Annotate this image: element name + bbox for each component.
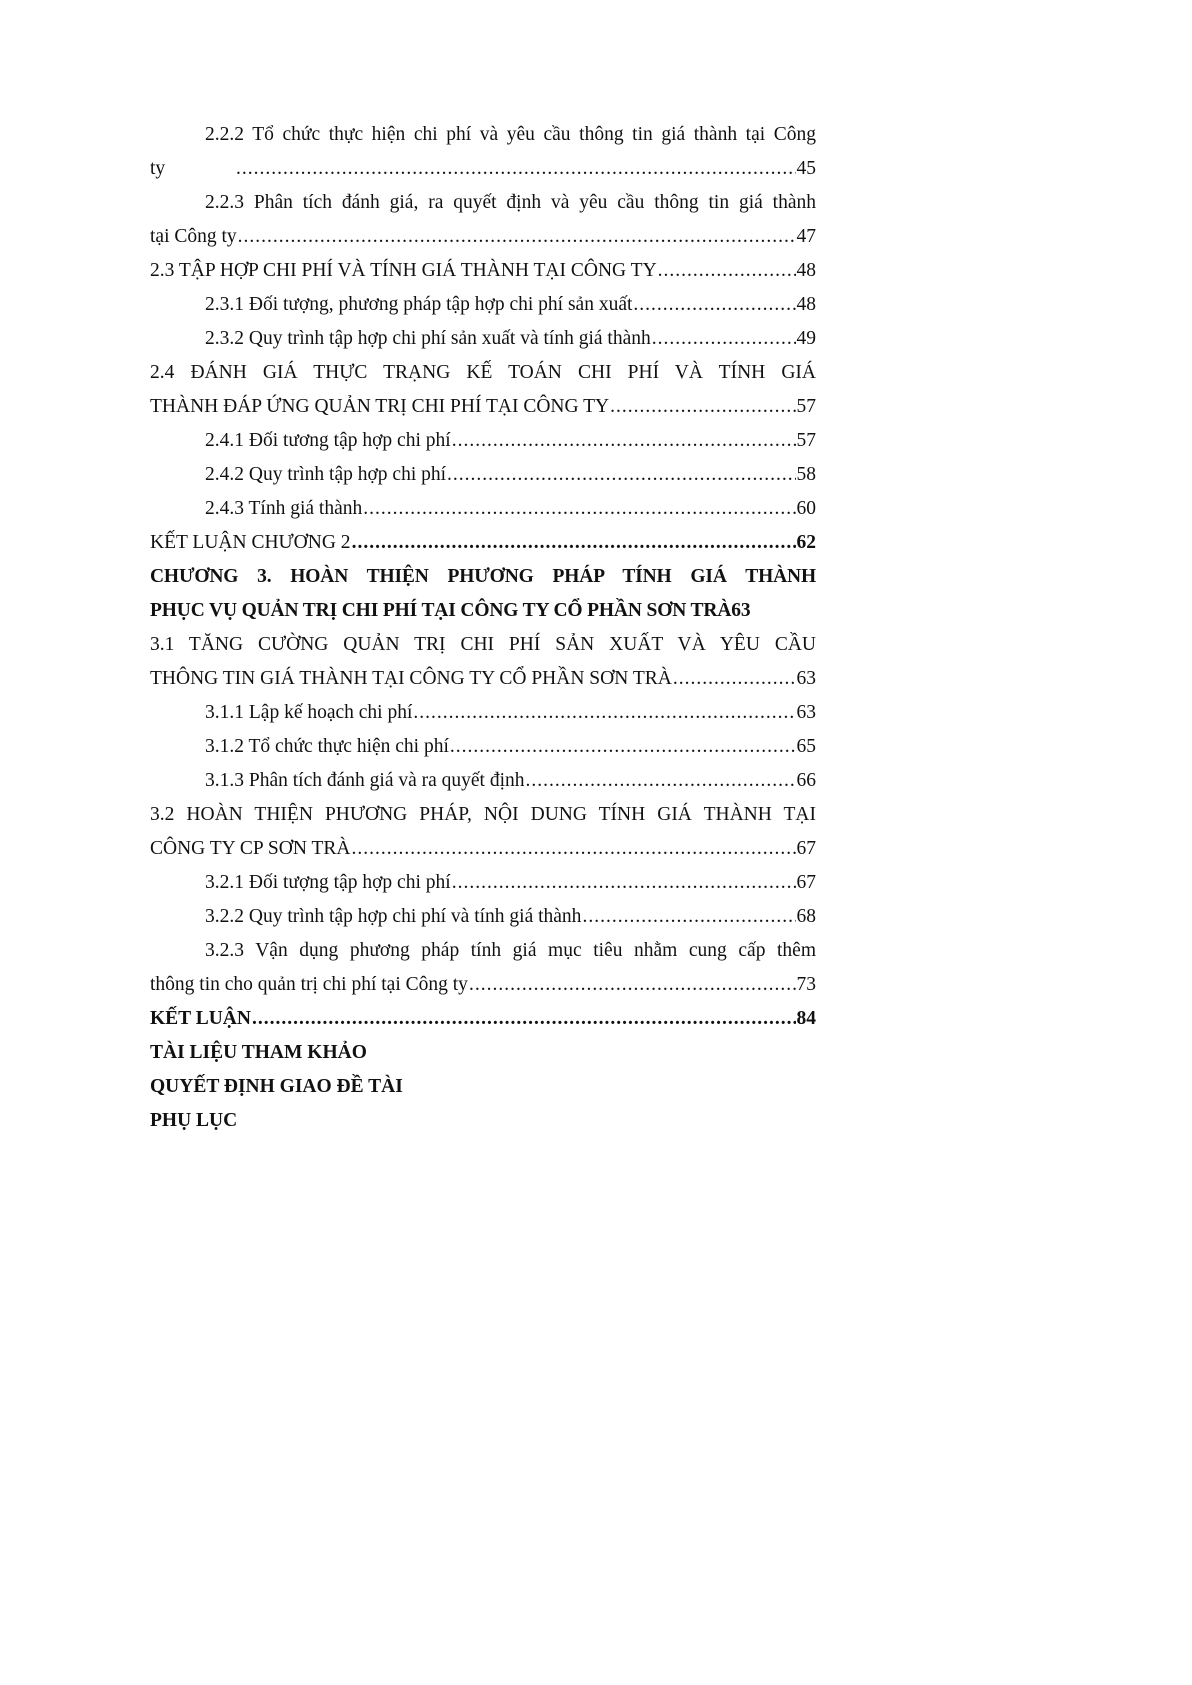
toc-entry-2-4-1[interactable] bbox=[150, 424, 816, 458]
toc-page-number: 62 bbox=[796, 532, 816, 553]
toc-entry-text: CHƯƠNG 3. HOÀN THIỆN PHƯƠNG PHÁP TÍNH GIÁ THÀNH bbox=[150, 566, 816, 587]
toc-entry-text-cont: tại Công ty bbox=[150, 226, 237, 247]
toc-entry-3-1-1[interactable] bbox=[150, 696, 816, 730]
toc-entry-text: 2.3 TẬP HỢP CHI PHÍ VÀ TÍNH GIÁ THÀNH TẠI CÔNG TY bbox=[150, 260, 657, 281]
toc-page-number: 58 bbox=[796, 464, 816, 485]
toc-entry-text: 2.4 ĐÁNH GIÁ THỰC TRẠNG KẾ TOÁN CHI PHÍ VÀ TÍNH GIÁ bbox=[150, 362, 816, 383]
dot-leader bbox=[413, 696, 795, 730]
dot-leader bbox=[658, 254, 796, 288]
toc-entry-text-cont: thông tin cho quản trị chi phí tại Công ty bbox=[150, 974, 468, 995]
toc-entry-text-cont: CÔNG TY CP SƠN TRÀ bbox=[150, 838, 351, 859]
toc-entry-text: 2.3.1 Đối tượng, phương pháp tập hợp chi phí sản xuất bbox=[205, 294, 633, 315]
dot-leader bbox=[452, 424, 796, 458]
toc-entry-text: 3.1.3 Phân tích đánh giá và ra quyết định bbox=[205, 770, 525, 791]
dot-leader bbox=[252, 1002, 796, 1036]
dot-leader bbox=[582, 900, 795, 934]
toc-entry-text: 2.4.3 Tính giá thành bbox=[205, 498, 363, 519]
toc-entry-ket-luan-chuong-2[interactable] bbox=[150, 526, 816, 560]
toc-entry-text: 2.4.1 Đối tương tập hợp chi phí bbox=[205, 430, 451, 451]
toc-entry-2-4[interactable] bbox=[150, 356, 816, 424]
toc-entry-text: 2.3.2 Quy trình tập hợp chi phí sản xuất và tính giá thành bbox=[205, 328, 651, 349]
toc-page-number: 73 bbox=[796, 974, 816, 995]
toc-entry-3-1-2[interactable] bbox=[150, 730, 816, 764]
dot-leader bbox=[633, 288, 795, 322]
toc-page-number: 47 bbox=[796, 226, 816, 247]
toc-page-number: 49 bbox=[796, 328, 816, 349]
dot-leader bbox=[469, 968, 796, 1002]
toc-page-number: 57 bbox=[796, 430, 816, 451]
dot-leader bbox=[452, 866, 796, 900]
toc-page-number: 45 bbox=[796, 158, 816, 179]
toc-entry-text: TÀI LIỆU THAM KHẢO bbox=[150, 1042, 367, 1063]
toc-page-number: 68 bbox=[796, 906, 816, 927]
toc-entry-text-cont: PHỤC VỤ QUẢN TRỊ CHI PHÍ TẠI CÔNG TY CỔ PHẦN SƠN TRÀ63 bbox=[150, 600, 751, 621]
toc-page-number: 63 bbox=[796, 702, 816, 723]
toc-page-number: 67 bbox=[796, 872, 816, 893]
toc-page-number: 48 bbox=[796, 260, 816, 281]
toc-entry-2-4-3[interactable] bbox=[150, 492, 816, 526]
toc-page-number: 65 bbox=[796, 736, 816, 757]
toc-entry-text: 3.2.2 Quy trình tập hợp chi phí và tính giá thành bbox=[205, 906, 582, 927]
toc-entry-text: PHỤ LỤC bbox=[150, 1110, 238, 1131]
dot-leader bbox=[447, 458, 795, 492]
toc-entry-quyet-dinh-giao-de-tai[interactable] bbox=[150, 1070, 816, 1104]
toc-entry-2-2-2[interactable] bbox=[150, 118, 816, 186]
toc-page-number: 57 bbox=[796, 396, 816, 417]
toc-entry-2-4-2[interactable] bbox=[150, 458, 816, 492]
toc-entry-text: 2.2.3 Phân tích đánh giá, ra quyết định và yêu cầu thông tin giá thành bbox=[205, 192, 816, 213]
toc-entry-text: 3.1.2 Tổ chức thực hiện chi phí bbox=[205, 736, 449, 757]
toc-entry-2-2-3[interactable] bbox=[150, 186, 816, 254]
dot-leader bbox=[351, 832, 795, 866]
toc-entry-2-3[interactable] bbox=[150, 254, 816, 288]
toc-entry-3-2-3[interactable] bbox=[150, 934, 816, 1002]
dot-leader bbox=[610, 390, 795, 424]
toc-entry-3-1[interactable] bbox=[150, 628, 816, 696]
dot-leader bbox=[673, 662, 796, 696]
toc-entry-3-2[interactable] bbox=[150, 798, 816, 866]
toc-entry-3-2-2[interactable] bbox=[150, 900, 816, 934]
toc-page-number: 63 bbox=[796, 668, 816, 689]
toc-entry-2-3-2[interactable] bbox=[150, 322, 816, 356]
toc-entry-text: 3.2 HOÀN THIỆN PHƯƠNG PHÁP, NỘI DUNG TÍNH GIÁ THÀNH TẠI bbox=[150, 804, 816, 825]
dot-leader bbox=[526, 764, 796, 798]
toc-entry-text: 2.4.2 Quy trình tập hợp chi phí bbox=[205, 464, 447, 485]
toc-entry-chuong-3[interactable] bbox=[150, 560, 816, 628]
toc-entry-phu-luc[interactable] bbox=[150, 1104, 816, 1138]
dot-leader bbox=[238, 220, 796, 254]
dot-leader bbox=[450, 730, 796, 764]
toc-entry-text: 3.2.1 Đối tượng tập hợp chi phí bbox=[205, 872, 451, 893]
toc-entry-text-cont: THÔNG TIN GIÁ THÀNH TẠI CÔNG TY CỔ PHẦN SƠN TRÀ bbox=[150, 668, 672, 689]
toc-page-number: 60 bbox=[796, 498, 816, 519]
dot-leader bbox=[363, 492, 795, 526]
toc-entry-3-2-1[interactable] bbox=[150, 866, 816, 900]
toc-entry-text: 3.2.3 Vận dụng phương pháp tính giá mục tiêu nhằm cung cấp thêm bbox=[205, 940, 816, 961]
toc-entry-tai-lieu-tham-khao[interactable] bbox=[150, 1036, 816, 1070]
toc-entry-text: 2.2.2 Tổ chức thực hiện chi phí và yêu cầu thông tin giá thành tại Công bbox=[205, 124, 816, 145]
toc-page-number: 48 bbox=[796, 294, 816, 315]
toc-page-number: 67 bbox=[796, 838, 816, 859]
dot-leader bbox=[236, 152, 796, 186]
toc-entry-text-cont: ty bbox=[150, 158, 166, 179]
dot-leader bbox=[652, 322, 796, 356]
toc-entry-text: QUYẾT ĐỊNH GIAO ĐỀ TÀI bbox=[150, 1076, 403, 1097]
toc-entry-2-3-1[interactable] bbox=[150, 288, 816, 322]
toc-entry-text-cont: THÀNH ĐÁP ỨNG QUẢN TRỊ CHI PHÍ TẠI CÔNG TY bbox=[150, 396, 610, 417]
toc-entry-text: 3.1.1 Lập kế hoạch chi phí bbox=[205, 702, 413, 723]
toc-entry-text: KẾT LUẬN CHƯƠNG 2 bbox=[150, 532, 351, 553]
dot-leader bbox=[352, 526, 796, 560]
table-of-contents bbox=[150, 118, 816, 1138]
toc-entry-3-1-3[interactable] bbox=[150, 764, 816, 798]
toc-entry-ket-luan[interactable] bbox=[150, 1002, 816, 1036]
toc-page-number: 84 bbox=[796, 1008, 816, 1029]
toc-entry-text: KẾT LUẬN bbox=[150, 1008, 251, 1029]
toc-entry-text: 3.1 TĂNG CƯỜNG QUẢN TRỊ CHI PHÍ SẢN XUẤT VÀ YÊU CẦU bbox=[150, 634, 816, 655]
toc-page-number: 66 bbox=[796, 770, 816, 791]
